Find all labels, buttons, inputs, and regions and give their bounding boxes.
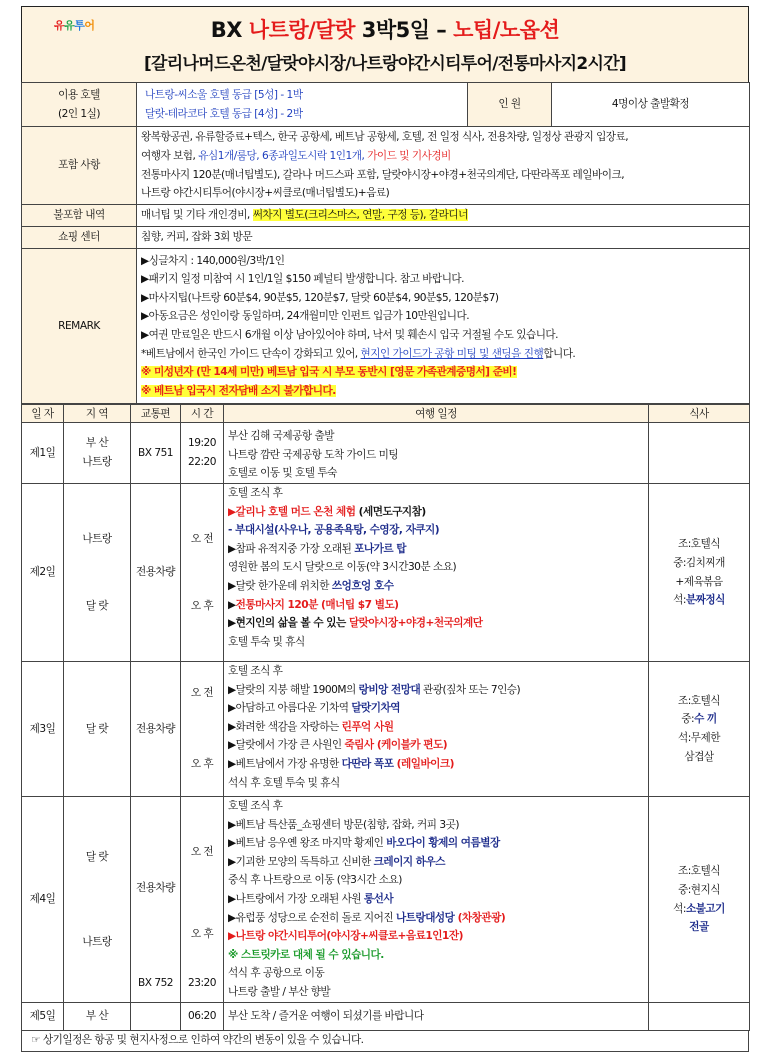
day1-schedule: 부산 김해 국제공항 출발 나트랑 깜란 국제공항 도착 가이드 미팅 호텔로 이동 및 호텔 투숙 bbox=[224, 423, 649, 484]
people-value: 4명이상 출발확정 bbox=[552, 83, 750, 127]
col-meal: 식사 bbox=[649, 405, 750, 423]
people-label: 인 원 bbox=[468, 83, 552, 127]
day3-region: 달 랏 bbox=[64, 662, 131, 797]
header bbox=[21, 6, 749, 82]
hotel-label: 이용 호텔 (2인 1실) bbox=[22, 83, 137, 127]
day3-transport: 전용차량 bbox=[131, 662, 181, 797]
day4-schedule: 호텔 조식 후 ▶베트남 특산품_쇼핑센터 방문(침향, 잡화, 커피 3곳) ▶베트남 응우옌 왕조 마지막 황제인 바오다이 황제의 여름별장 ▶기괴한 모양의 독특하고 신비한 크레이지 하우스 중식 후 나트랑으로 이동 (약3시간 소요) ▶나트랑에서 가장 오래된 사원 롱선사 ▶유럽풍 성당으로 순전히 돌로 지어진 나트랑대성당 (차창관광) ▶나트랑 야간시티투어(야시장+씨클로+음료1인1잔) ※ 스트릿카로 대체 될 수 있습니다. 석식 후 공항으로 이동 나트랑 출발 / 부산 향발 bbox=[224, 797, 649, 1003]
itinerary-document bbox=[21, 6, 749, 1052]
day4-row bbox=[22, 797, 750, 1003]
col-transport: 교통편 bbox=[131, 405, 181, 423]
day5-meal bbox=[649, 1003, 750, 1031]
day2-label: 제2일 bbox=[22, 484, 64, 662]
day3-schedule: 호텔 조식 후 ▶달랏의 지붕 해발 1900M의 랑비앙 전망대 관광(짚차 또는 7인승) ▶아담하고 아름다운 기차역 달랏기차역 ▶화려한 색감을 자랑하는 린푸억 사원 ▶달랏에서 가장 큰 사원인 죽림사 (케이블카 편도) ▶베트남에서 가장 유명한 다딴라 폭포 (레일바이크) 석식 후 호텔 투숙 및 휴식 bbox=[224, 662, 649, 797]
hotel-value: 나트랑-씨소울 호텔 동급 [5성] - 1박 달랏-테라코타 호텔 동급 [4성] - 2박 bbox=[137, 83, 468, 127]
excluded-label: 불포함 내역 bbox=[22, 205, 137, 227]
remark-label: REMARK bbox=[22, 249, 137, 404]
col-schedule: 여행 일정 bbox=[224, 405, 649, 423]
company-logo: 유유투어 bbox=[54, 19, 95, 32]
day5-row bbox=[22, 1003, 750, 1031]
page-title: BX 나트랑/달랏 3박5일 – 노팁/노옵션 bbox=[210, 18, 560, 42]
remark-value: ▶싱글차지 : 140,000원/3박/1인 ▶패키지 일정 미참여 시 1인/1일 $150 페널티 발생합니다. 참고 바랍니다. ▶마사지팁(나트랑 60분$4, 90분$5, 120분$7, 달랏 60분$4, 90분$5, 120분$7) ▶아동요금은 성인이랑 동일하며, 24개월미만 인펀트 입금가 10만원입니다. ▶여권 만료일은 반드시 6개월 이상 남아있어야 하며, 낙서 및 훼손시 입국 거절될 수도 있습니다. *베트남에서 한국인 가이드 단속이 강화되고 있어, 현지인 가이드가 공항 미팅 및 샌딩을 진행합니다. ※ 미성년자 (만 14세 미만) 베트남 입국 시 부모 동반시 [영문 가족관계증명서] 준비! ※ 베트남 입국시 전자담배 소지 불가합니다. bbox=[137, 249, 750, 404]
day5-schedule: 부산 도착 / 즐거운 여행이 되셨기를 바랍니다 bbox=[224, 1003, 649, 1031]
day1-time: 19:20 22:20 bbox=[181, 423, 224, 484]
day4-meal: 조:호텔식 중:현지식 석:소불고기 전골 bbox=[649, 797, 750, 1003]
day1-label: 제1일 bbox=[22, 423, 64, 484]
day2-transport: 전용차량 bbox=[131, 484, 181, 662]
included-label: 포함 사항 bbox=[22, 127, 137, 205]
day1-meal bbox=[649, 423, 750, 484]
day2-time: 오 전 오 후 bbox=[181, 484, 224, 662]
day3-meal: 조:호텔식 중:수 끼 석:무제한 삼겹살 bbox=[649, 662, 750, 797]
day2-schedule: 호텔 조식 후 ▶갈리나 호텔 머드 온천 체험 (세면도구지참) - 부대시설(사우나, 공용족욕탕, 수영장, 자쿠지) ▶참파 유적지중 가장 오래된 포나가르 탑 영원한 봄의 도시 달랏으로 이동(약 3시간30분 소요) ▶달랏 한가운데 위치한 쓰엉흐엉 호수 ▶전통마사지 120분 (매너팁 $7 별도) ▶현지인의 삶을 볼 수 있는 달랏야시장+야경+천국의계단 호텔 투숙 및 휴식 bbox=[224, 484, 649, 662]
footer-note: ☞ 상기일정은 항공 및 현지사정으로 인하여 약간의 변동이 있을 수 있습니다. bbox=[21, 1031, 749, 1052]
day3-row bbox=[22, 662, 750, 797]
day4-label: 제4일 bbox=[22, 797, 64, 1003]
day1-region: 부 산 나트랑 bbox=[64, 423, 131, 484]
summary-table bbox=[21, 82, 750, 404]
day4-time: 오 전 오 후 23:20 bbox=[181, 797, 224, 1003]
page-subtitle: [갈리나머드온천/달랏야시장/나트랑야간시티투어/전통마사지2시간] bbox=[143, 54, 626, 74]
day4-region: 달 랏 나트랑 bbox=[64, 797, 131, 1003]
day3-label: 제3일 bbox=[22, 662, 64, 797]
col-time: 시 간 bbox=[181, 405, 224, 423]
day5-label: 제5일 bbox=[22, 1003, 64, 1031]
included-value: 왕복항공권, 유류할증료+텍스, 한국 공항세, 베트남 공항세, 호텔, 전 일정 식사, 전용차량, 일정상 관광지 입장료, 여행자 보험, 유심1개/룸당, 6종과일도시락 1인1개, 가이드 및 기사경비 전통마사지 120분(매너팁별도), 갈라나 머드스파 포함, 달랏야시장+야경+천국의계단, 다딴라폭포 레일바이크, 나트랑 야간시티투어(야시장+씨클로(매너팁별도)+음료) bbox=[137, 127, 750, 205]
day2-row bbox=[22, 484, 750, 662]
excluded-value: 매너팁 및 기타 개인경비, 써차지 별도(크리스마스, 연말, 구정 등), 갈라디너 bbox=[137, 205, 750, 227]
day1-row bbox=[22, 423, 750, 484]
day3-time: 오 전 오 후 bbox=[181, 662, 224, 797]
shopping-label: 쇼핑 센터 bbox=[22, 227, 137, 249]
shopping-value: 침향, 커피, 잡화 3회 방문 bbox=[137, 227, 750, 249]
col-day: 일 자 bbox=[22, 405, 64, 423]
day2-region: 나트랑 달 랏 bbox=[64, 484, 131, 662]
itinerary-table bbox=[21, 404, 750, 1031]
day4-transport: 전용차량 BX 752 bbox=[131, 797, 181, 1003]
day5-region: 부 산 bbox=[64, 1003, 131, 1031]
day1-transport: BX 751 bbox=[131, 423, 181, 484]
day5-transport bbox=[131, 1003, 181, 1031]
day5-time: 06:20 bbox=[181, 1003, 224, 1031]
itinerary-header-row bbox=[22, 405, 750, 423]
day2-meal: 조:호텔식 중:김치찌개 +제육볶음 석:분짜정식 bbox=[649, 484, 750, 662]
col-region: 지 역 bbox=[64, 405, 131, 423]
